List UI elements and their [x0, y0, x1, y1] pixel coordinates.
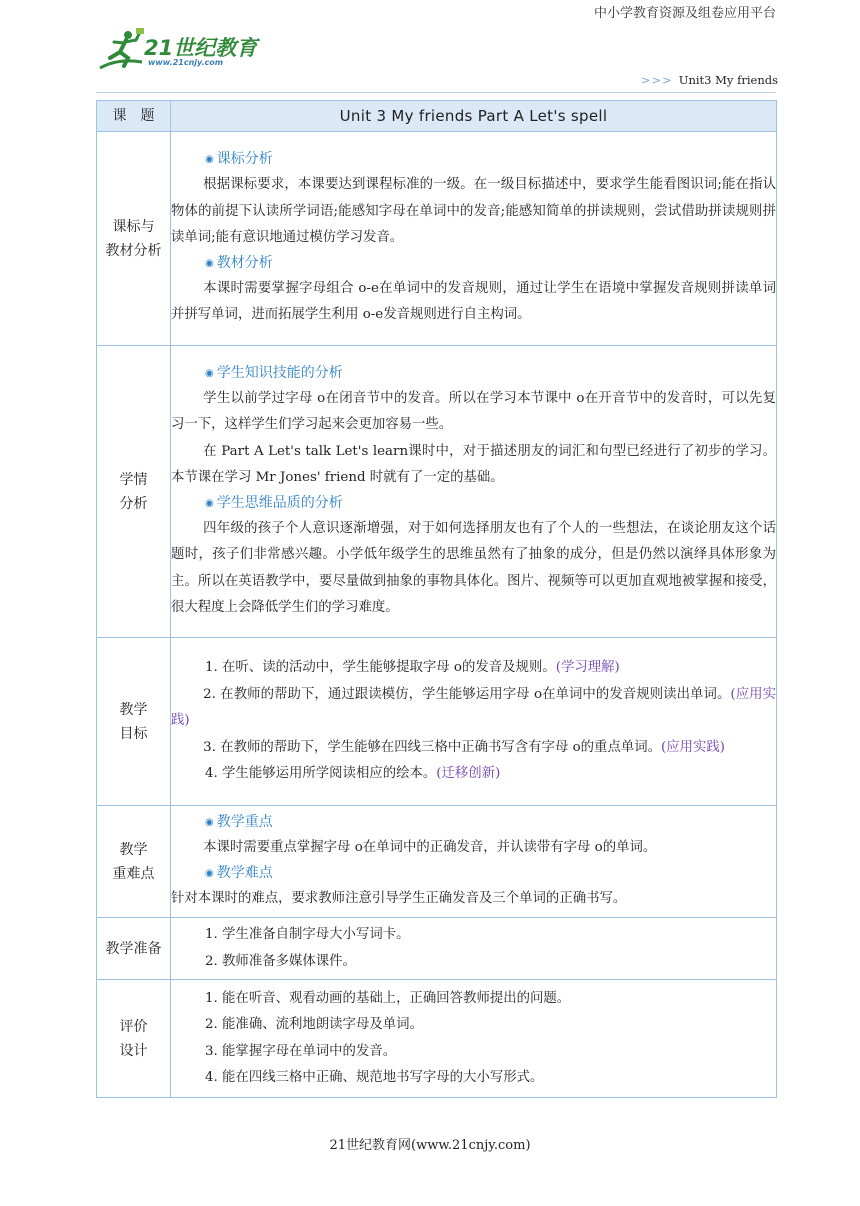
- prep-row: [97, 918, 777, 980]
- runner-icon: [98, 28, 146, 72]
- prior-lesson-text: 在 Part A Let's talk Let's learn课时中，对于描述朋友的词汇和句型已经进行了初步的学习。本节课在学习 Mr Jones' friend 时就有了一定的基础。: [171, 443, 777, 485]
- goal-text: 2. 在教师的帮助下，通过跟读模仿，学生能够运用字母 o在单词中的发音规则读出单词。: [203, 686, 731, 702]
- prep-label: 教学准备: [97, 918, 171, 980]
- logo-text: 21世纪教育: [144, 36, 258, 60]
- goal-item: [171, 761, 776, 788]
- difficult-point-heading: [171, 862, 776, 886]
- curriculum-label-line2: 教材分析: [105, 242, 162, 259]
- prep-item: 2. 教师准备多媒体课件。: [205, 953, 356, 969]
- students-content: [171, 346, 777, 638]
- goal-text: 4. 学生能够运用所学阅读相应的绘本。: [205, 766, 437, 782]
- topic-label: 课 题: [97, 101, 171, 132]
- prep-item: 1. 学生准备自制字母大小写词卡。: [205, 927, 410, 942]
- evaluation-content: [171, 980, 777, 1098]
- bullet-icon: ◉: [205, 154, 214, 166]
- bullet-icon: ◉: [205, 497, 214, 509]
- footer-text[interactable]: 21世纪教育网(www.21cnjy.com): [329, 1138, 531, 1153]
- knowledge-skill-text: 学生以前学过字母 o在闭音节中的发音。所以在学习本节课中 o在开音节中的发音时，可以先复习一下，这样学生们学习起来会更加容易一些。: [171, 390, 776, 432]
- goal-tag: (应用实践): [661, 739, 726, 755]
- evaluation-label: [97, 980, 171, 1098]
- goals-label-line2: 目标: [119, 725, 148, 742]
- goal-tag: (迁移创新): [436, 766, 501, 782]
- bullet-icon: ◉: [205, 257, 214, 269]
- knowledge-skill-heading: [171, 362, 776, 386]
- curriculum-row: [97, 132, 777, 346]
- topic-row: [97, 101, 777, 132]
- goal-text: 3. 在教师的帮助下，学生能够在四线三格中正确书写含有字母 o的重点单词。: [203, 739, 662, 755]
- prep-content: [171, 918, 777, 980]
- keypoints-label-line1: 教学: [119, 841, 148, 858]
- students-label: [97, 346, 171, 638]
- unit-breadcrumb: [641, 73, 778, 87]
- key-point-heading: [171, 811, 776, 835]
- breadcrumb-arrows: >>>: [640, 73, 673, 87]
- key-point-heading-text: 教学重点: [216, 814, 273, 830]
- knowledge-skill-heading-text: 学生知识技能的分析: [216, 364, 343, 381]
- header-divider: [96, 92, 776, 93]
- goals-label: [97, 638, 171, 806]
- thinking-quality-heading-text: 学生思维品质的分析: [216, 494, 343, 511]
- goals-content: [171, 638, 777, 806]
- thinking-quality-heading: [171, 492, 776, 516]
- evaluation-item: 3. 能掌握字母在单词中的发音。: [205, 1043, 397, 1059]
- goal-tag: (学习理解): [555, 660, 620, 676]
- bullet-icon: ◉: [205, 817, 214, 828]
- curriculum-standard-heading: [171, 148, 776, 172]
- difficult-point-text: 针对本课时的难点，要求教师注意引导学生正确发音及三个单词的正确书写。: [171, 890, 627, 906]
- students-row: [97, 346, 777, 638]
- textbook-analysis-heading: [171, 252, 776, 276]
- textbook-analysis-text: 本课时需要掌握字母组合 o-e在单词中的发音规则，通过让学生在语境中掌握发音规则拼读单词并拼写单词，进而拓展学生利用 o-e发音规则进行自主构词。: [171, 280, 776, 323]
- curriculum-label: [97, 132, 171, 346]
- goal-tag: (应用实践): [171, 686, 776, 729]
- goals-label-line1: 教学: [119, 701, 148, 718]
- evaluation-item: 2. 能准确、流利地朗读字母及单词。: [205, 1017, 423, 1032]
- textbook-analysis-heading-text: 教材分析: [216, 254, 273, 271]
- curriculum-standard-text: 根据课标要求，本课要达到课程标准的一级。在一级目标描述中，要求学生能看图识词;能在指认物体的前提下认读所学词语;能感知字母在单词中的发音;能感知简单的拼读规则，尝试借助拼读规则拼读单词;能有意识地通过模仿学习发音。: [171, 177, 776, 246]
- goal-item: [171, 682, 776, 735]
- key-point-text: 本课时需要重点掌握字母 o在单词中的正确发音，并认读带有字母 o的单词。: [203, 840, 657, 855]
- goal-item: [171, 655, 776, 682]
- lesson-plan-table: [96, 100, 777, 1098]
- keypoints-row: [97, 806, 777, 918]
- site-logo[interactable]: [98, 28, 268, 74]
- keypoints-label: [97, 806, 171, 918]
- keypoints-label-line2: 重难点: [112, 865, 155, 882]
- evaluation-label-line1: 评价: [119, 1018, 148, 1035]
- unit-label: Unit3 My friends: [678, 73, 778, 87]
- students-label-line2: 分析: [119, 495, 148, 512]
- thinking-quality-text: 四年级的孩子个人意识逐渐增强，对于如何选择朋友也有了个人的一些想法，在谈论朋友这个话题时，孩子们非常感兴趣。小学低年级学生的思维虽然有了抽象的成分，但是仍然以演绎具体形象为主。所以在英语教学中，要尽量做到抽象的事物具体化。图片、视频等可以更加直观地被掌握和接受，很大程度上会降低学生们的学习难度。: [171, 520, 776, 615]
- evaluation-item: 1. 能在听音、观看动画的基础上，正确回答教师提出的问题。: [205, 990, 571, 1006]
- logo-url: www.21cnjy.com: [148, 58, 224, 67]
- curriculum-standard-heading-text: 课标分析: [216, 151, 273, 168]
- evaluation-row: [97, 980, 777, 1098]
- topic-title: Unit 3 My friends Part A Let's spell: [171, 101, 777, 132]
- goal-item: [171, 735, 776, 762]
- evaluation-label-line2: 设计: [119, 1042, 148, 1059]
- goals-row: [97, 638, 777, 806]
- bullet-icon: ◉: [205, 867, 214, 879]
- difficult-point-heading-text: 教学难点: [216, 864, 273, 881]
- students-label-line1: 学情: [119, 471, 148, 488]
- goal-text: 1. 在听、读的活动中，学生能够提取字母 o的发音及规则。: [205, 660, 556, 676]
- curriculum-label-line1: 课标与: [112, 218, 155, 235]
- bullet-icon: ◉: [205, 367, 214, 379]
- evaluation-item: 4. 能在四线三格中正确、规范地书写字母的大小写形式。: [205, 1070, 544, 1085]
- curriculum-content: [171, 132, 777, 346]
- keypoints-content: [171, 806, 777, 918]
- platform-name: 中小学教育资源及组卷应用平台: [593, 6, 776, 21]
